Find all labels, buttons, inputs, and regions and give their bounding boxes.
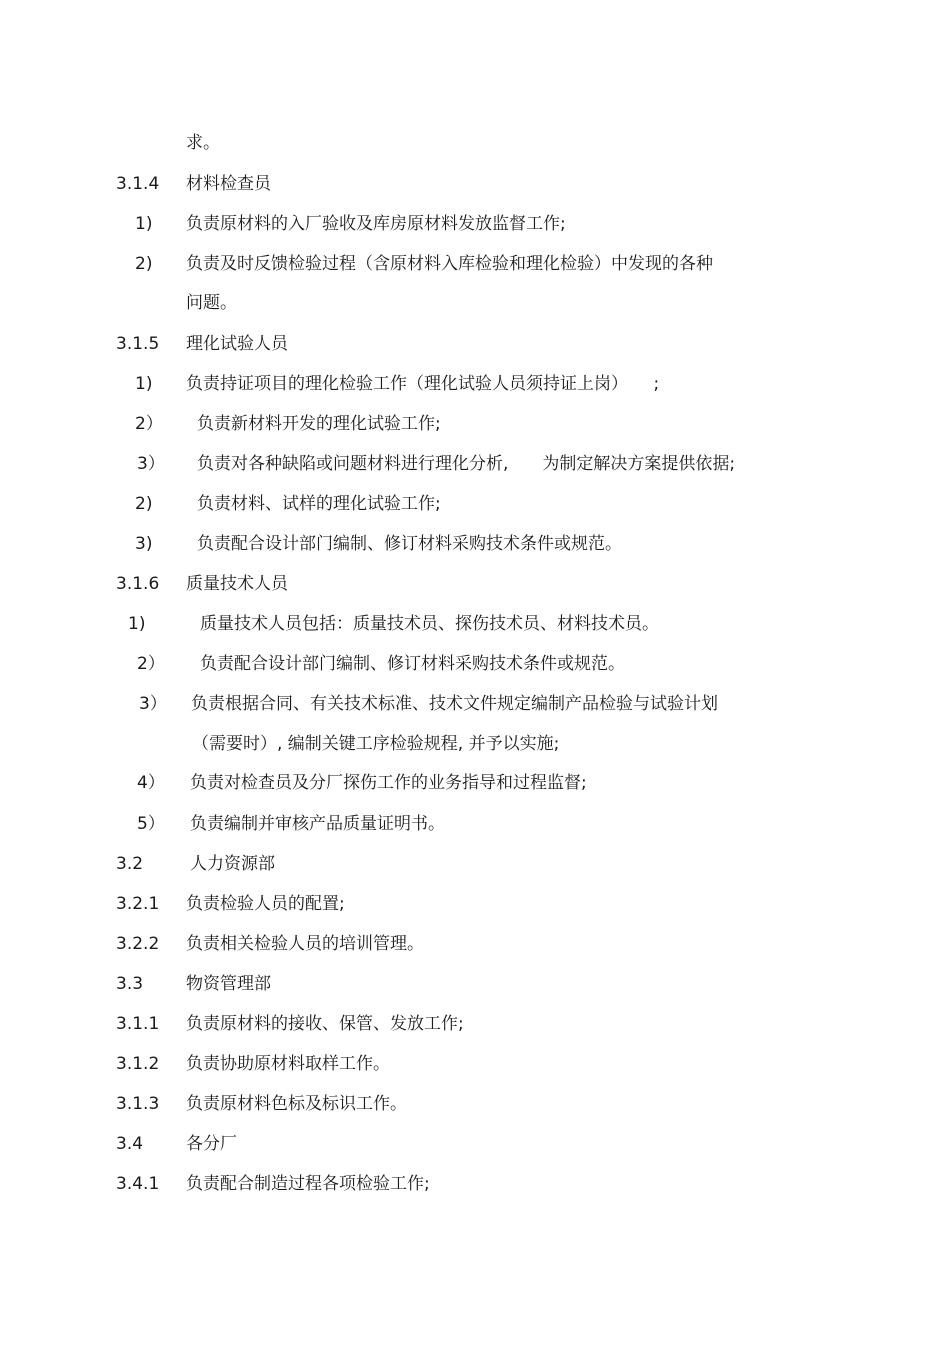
- list-number: 1): [128, 614, 146, 634]
- section-number: 3.2.2: [116, 934, 160, 954]
- list-item: 负责材料、试样的理化试验工作;: [197, 494, 441, 514]
- section-item: 负责相关检验人员的培训管理。: [186, 934, 424, 954]
- list-number: 5）: [137, 814, 165, 834]
- list-item-continuation: 问题。: [186, 293, 237, 313]
- section-item: 负责检验人员的配置;: [186, 894, 345, 914]
- list-number: 1): [135, 374, 153, 394]
- section-heading: 物资管理部: [186, 974, 271, 994]
- list-item: 负责编制并审核产品质量证明书。: [190, 814, 445, 834]
- list-number: 4）: [137, 773, 165, 793]
- list-item: 负责对检查员及分厂探伤工作的业务指导和过程监督;: [190, 773, 587, 793]
- list-item: 负责配合设计部门编制、修订材料采购技术条件或规范。: [197, 534, 622, 554]
- section-number: 3.4.1: [116, 1174, 160, 1194]
- section-number: 3.1.5: [116, 334, 160, 354]
- text-line: 求。: [186, 133, 220, 153]
- list-number: 3): [135, 534, 153, 554]
- list-item-continuation: （需要时）, 编制关键工序检验规程, 并予以实施;: [192, 734, 560, 754]
- section-item: 负责原材料的接收、保管、发放工作;: [186, 1014, 464, 1034]
- list-item: 负责持证项目的理化检验工作（理化试验人员须持证上岗） ;: [186, 374, 660, 394]
- section-number: 3.1.2: [116, 1054, 160, 1074]
- list-number: 3）: [137, 454, 165, 474]
- section-heading: 理化试验人员: [186, 334, 288, 354]
- section-number: 3.1.1: [116, 1014, 160, 1034]
- list-item: 负责配合设计部门编制、修订材料采购技术条件或规范。: [200, 654, 625, 674]
- section-number: 3.2.1: [116, 894, 160, 914]
- section-heading: 人力资源部: [190, 854, 275, 874]
- list-number: 2）: [137, 654, 165, 674]
- section-number: 3.1.4: [116, 174, 160, 194]
- section-item: 负责协助原材料取样工作。: [186, 1054, 390, 1074]
- section-number: 3.4: [116, 1134, 144, 1154]
- section-heading: 各分厂: [186, 1134, 237, 1154]
- list-item: 负责根据合同、有关技术标准、技术文件规定编制产品检验与试验计划: [191, 694, 718, 714]
- section-number: 3.1.3: [116, 1094, 160, 1114]
- list-number: 2): [135, 254, 153, 274]
- section-item: 负责原材料色标及标识工作。: [186, 1094, 407, 1114]
- list-item: 负责对各种缺陷或问题材料进行理化分析, 为制定解决方案提供依据;: [197, 454, 736, 474]
- list-item: 负责及时反馈检验过程（含原材料入库检验和理化检验）中发现的各种: [186, 254, 713, 274]
- list-item: 负责新材料开发的理化试验工作;: [197, 414, 441, 434]
- list-number: 3）: [139, 694, 167, 714]
- section-heading: 材料检查员: [186, 174, 271, 194]
- section-heading: 质量技术人员: [186, 574, 288, 594]
- section-item: 负责配合制造过程各项检验工作;: [186, 1174, 430, 1194]
- section-number: 3.3: [116, 974, 144, 994]
- list-number: 2): [135, 494, 153, 514]
- list-number: 2）: [135, 414, 163, 434]
- list-item: 质量技术人员包括：质量技术员、探伤技术员、材料技术员。: [200, 614, 659, 634]
- section-number: 3.1.6: [116, 574, 160, 594]
- section-number: 3.2: [116, 854, 144, 874]
- list-number: 1): [135, 214, 153, 234]
- list-item: 负责原材料的入厂验收及库房原材料发放监督工作;: [186, 214, 566, 234]
